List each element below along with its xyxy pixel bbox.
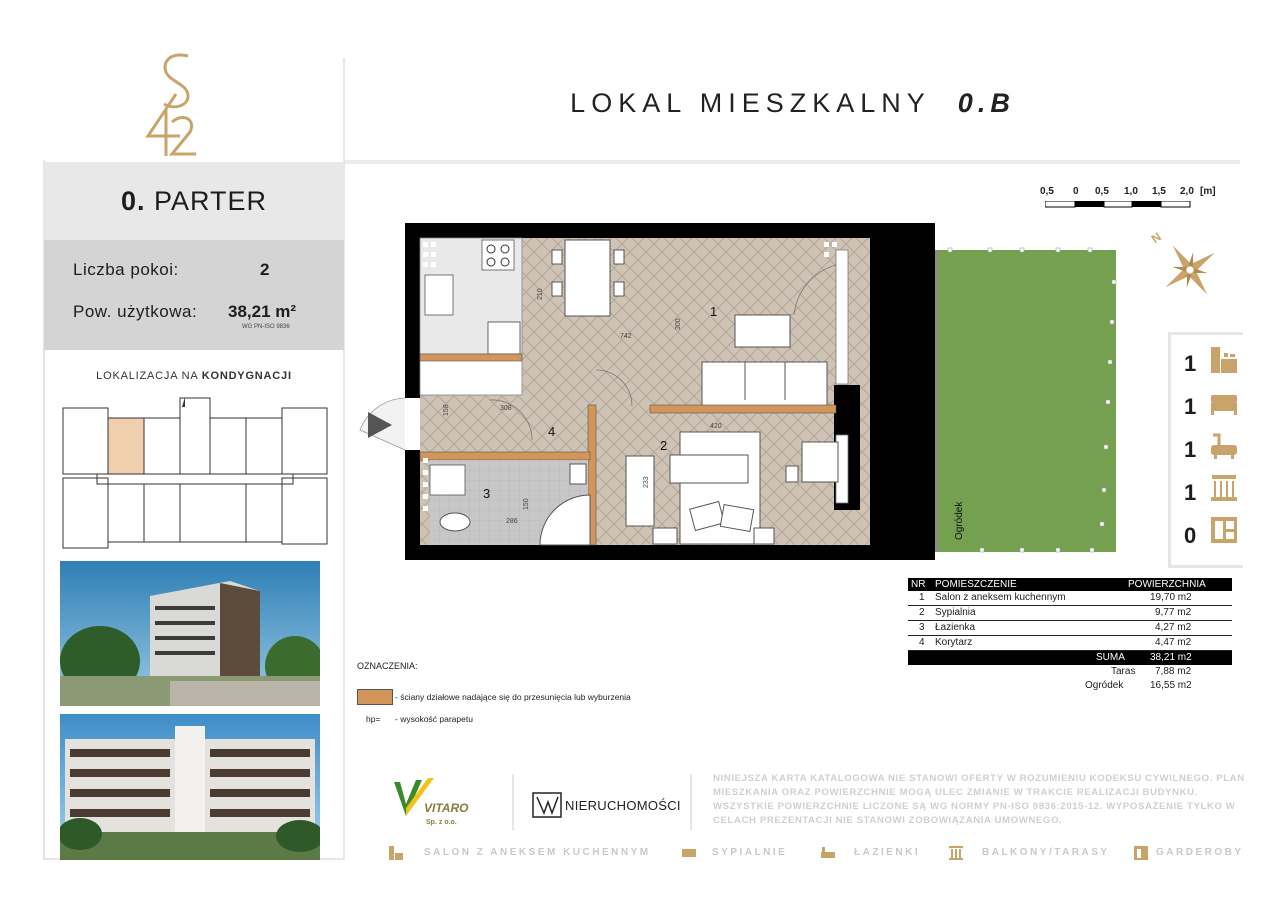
compass-rose-icon [1148, 228, 1224, 309]
dim-label: 150 [523, 498, 530, 510]
table-sum-row: SUMA 38,21 m2 [908, 651, 1232, 665]
scale-label: 0,5 [1095, 186, 1109, 197]
svg-text:Sp. z o.o.: Sp. z o.o. [426, 819, 457, 826]
room-number: 3 [483, 486, 491, 501]
balcony-count: 1 [1184, 480, 1197, 505]
table-header: NR POMIESZCZENIE POWIERZCHNIA [908, 578, 1232, 591]
scale-label: 0,5 [1040, 186, 1054, 197]
area-norm: WG PN-ISO 9836 [242, 324, 290, 330]
dim-label: 286 [506, 518, 518, 525]
bathroom-count: 1 [1184, 437, 1197, 462]
building-render-photo-2 [60, 714, 320, 860]
disclaimer-text: NINIEJSZA KARTA KATALOGOWA NIE STANOWI OFERTY W ROZUMIENIU KODEKSU CYWILNEGO. PLAN MIESZKANIA ORAZ POWIERZCHNIE MOGĄ ULEC ZMIANIE W TRAKCIE REALIZACJI BUDYNKU. WSZYSTKIE POWIERZCHNIE LICZONE SĄ WG NORMY PN-ISO 9836:2015-12. WYPOSAŻENIE TYLKO W CELACH PREZENTACJI NIE STANOWI ZOBOWIĄZANIA UMOWNEGO. [713, 773, 1245, 826]
wardrobe-count: 0 [1184, 523, 1197, 548]
unit-stats [44, 240, 344, 350]
dim-label: 210 [537, 288, 544, 300]
footer-divider [690, 774, 692, 830]
bath-icon [1209, 431, 1239, 459]
legend-title: OZNACZENIA: [357, 661, 418, 671]
nieruchomosci-logo: NIERUCHOMOŚCI [532, 792, 682, 818]
kitchen-count: 1 [1184, 351, 1197, 376]
wardrobe-icon [1209, 515, 1239, 543]
footer-legend-item: BALKONY/TARASY [982, 847, 1110, 858]
s42-logo [120, 50, 230, 160]
room-number: 1 [710, 304, 718, 319]
movable-wall-swatch [357, 689, 393, 705]
title-divider [345, 160, 1240, 164]
unit-number: 0.B [957, 88, 1015, 118]
legend-hp-note: - wysokość parapetu [395, 714, 473, 724]
table-extra-row: Ogródek 16,55 m2 [1085, 680, 1192, 691]
rooms-label: Liczba pokoi: [73, 260, 179, 279]
garden-label: Ogródek [954, 501, 965, 540]
scale-label: 0 [1073, 186, 1079, 197]
scale-label: 2,0 [1180, 186, 1194, 197]
table-row: 4 Korytarz 4,47 m2 [908, 636, 1232, 651]
dim-label: 158 [443, 404, 450, 416]
bath-icon [820, 845, 836, 861]
footer-legend [388, 845, 1248, 865]
rooms-value: 2 [260, 260, 270, 279]
table-row: 3 Łazienka 4,27 m2 [908, 621, 1232, 636]
legend-hp-key: hp= [366, 714, 381, 724]
svg-text:VITARO: VITARO [424, 801, 469, 815]
vitaro-logo [390, 776, 480, 830]
floor-plan [350, 220, 1120, 565]
dim-label: 742 [620, 333, 632, 340]
dim-label: 420 [710, 423, 722, 430]
dim-label: 308 [500, 405, 512, 412]
scale-label: 1,0 [1124, 186, 1138, 197]
scale-label: 1,5 [1152, 186, 1166, 197]
table-extra-row: Taras 7,88 m2 [1111, 666, 1192, 677]
room-number: 4 [548, 424, 556, 439]
balcony-icon [1209, 473, 1239, 501]
bedroom-count: 1 [1184, 394, 1197, 419]
footer-legend-item: ŁAZIENKI [854, 847, 921, 858]
wardrobe-icon [1133, 845, 1149, 861]
floor-location-map [60, 392, 330, 557]
bed-icon [1209, 389, 1239, 417]
table-row: 1 Salon z aneksem kuchennym 19,70 m2 [908, 591, 1232, 606]
dim-label: 300 [675, 318, 682, 330]
footer-legend-item: GARDEROBY [1156, 847, 1244, 858]
footer-legend-item: SALON Z ANEKSEM KUCHENNYM [424, 847, 651, 858]
footer-legend-item: SYPIALNIE [712, 847, 788, 858]
area-label: Pow. użytkowa: [73, 302, 198, 321]
location-heading: LOKALIZACJA NA KONDYGNACJI [96, 370, 292, 382]
scale-bar [1030, 186, 1230, 211]
floor-name: PARTER [154, 186, 268, 216]
room-number: 2 [660, 438, 668, 453]
amenity-counts [1168, 332, 1243, 568]
floor-number: 0. [120, 186, 146, 216]
room-area-table [908, 578, 1232, 693]
area-value: 38,21 m² [228, 302, 297, 321]
page-title: LOKAL MIESZKALNY 0.B [570, 88, 1015, 118]
dim-label: 233 [643, 476, 650, 488]
legend-wall-note: - ściany działowe nadające się do przesunięcia lub wyburzenia [395, 692, 631, 702]
footer-divider [512, 774, 514, 830]
scale-unit: [m] [1200, 186, 1216, 197]
balcony-icon [948, 845, 964, 861]
kitchen-icon [388, 845, 404, 861]
table-row: 2 Sypialnia 9,77 m2 [908, 606, 1232, 621]
bed-icon [681, 845, 697, 861]
floor-heading [44, 162, 344, 240]
building-render-photo-1 [60, 561, 320, 706]
svg-text:N: N [1148, 229, 1164, 247]
kitchen-icon [1209, 345, 1239, 373]
